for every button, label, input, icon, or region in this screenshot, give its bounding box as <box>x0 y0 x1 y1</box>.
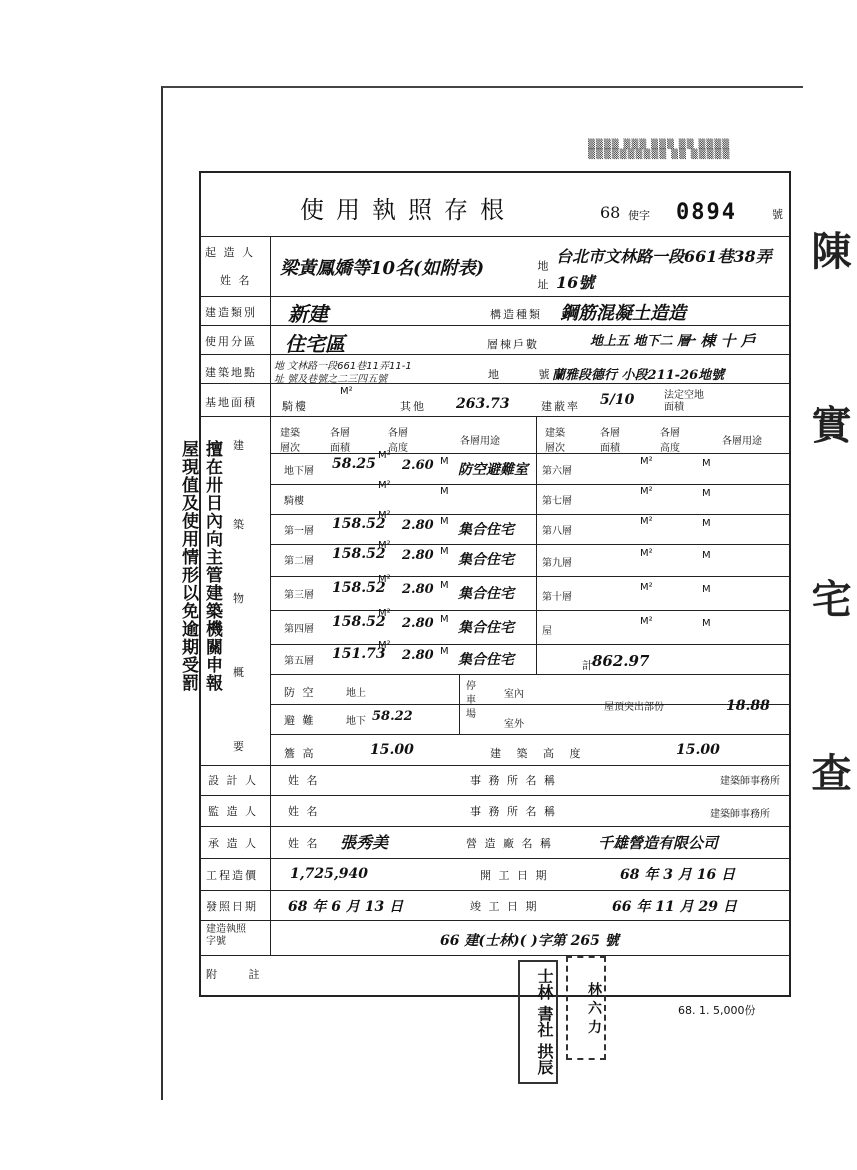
floor-name-right: 第十層 <box>542 592 572 603</box>
unit-m: M <box>440 516 449 527</box>
side-char-4: 概 <box>233 666 246 679</box>
unit-m2: M² <box>340 386 353 397</box>
unit-m: M <box>702 518 711 529</box>
floor-use: 集合住宅 <box>458 652 514 668</box>
other-area-value: 263.73 <box>456 396 510 412</box>
floor-name: 地下層 <box>284 466 314 477</box>
col-height-header: 各層高度 <box>388 428 408 454</box>
floor-height: 2.80 <box>402 548 434 563</box>
site-area-label: 基地面積 <box>205 396 257 409</box>
floor-name-right: 第九層 <box>542 558 572 569</box>
col-height-header-2: 各層高度 <box>660 428 680 454</box>
floor-name: 第四層 <box>284 624 314 635</box>
site-value: 地 文林路一段661巷11弄11-1 <box>274 361 412 372</box>
supervisor-label: 監 造 人 <box>208 805 258 818</box>
unit-m2: M² <box>640 486 653 497</box>
company-label: 營 造 廠 名 稱 <box>466 837 553 850</box>
unit-m: M <box>702 488 711 499</box>
start-value: 68 年 3 月 16 日 <box>620 867 736 883</box>
floor-name-right: 第六層 <box>542 466 572 477</box>
unit-m: M <box>440 456 449 467</box>
unit-m2: M² <box>378 480 391 491</box>
permit-suffix: 號 <box>772 208 783 221</box>
top-stamp: ▒▒▒▒ ▒▒▒ ▒▒▒ ▒▒ ▒▒▒▒ ▒▒▒▒▒▒▒▒▒▒ ▒▒ ▒▒▒▒▒ <box>588 140 731 160</box>
supervisor-office-value: 建築師事務所 <box>710 809 770 820</box>
build-type-value: 新建 <box>288 302 328 326</box>
cost-value: 1,725,940 <box>290 866 368 882</box>
eaves-label: 簷 高 <box>284 747 316 760</box>
floor-area: 151.73 <box>332 646 386 662</box>
side-char-3: 物 <box>233 592 246 605</box>
zoning-value: 住宅區 <box>285 332 345 356</box>
floor-height: 2.60 <box>402 458 434 473</box>
unit-m2: M² <box>640 516 653 527</box>
unit-m2: M² <box>378 640 391 651</box>
floor-area: 158.52 <box>332 516 386 532</box>
supervisor-office-label: 事 務 所 名 稱 <box>470 805 557 818</box>
seal-stamp-a: 士林 書社 拱辰 <box>518 960 558 1084</box>
unit-m: M <box>702 550 711 561</box>
unit-m: M <box>440 546 449 557</box>
address-value: 台北市文林路一段661巷38弄16號 <box>556 247 772 292</box>
permit-year: 68 <box>600 203 621 222</box>
floor-name-right: 第八層 <box>542 526 572 537</box>
done-label: 竣 工 日 期 <box>470 900 539 913</box>
cost-label: 工程造價 <box>206 869 258 882</box>
structure-label: 構造種類 <box>490 308 542 321</box>
col-use-header-2: 各層用途 <box>722 436 762 447</box>
seal-stamp-b: 林 六 力 <box>566 956 606 1060</box>
unit-m: M <box>702 584 711 595</box>
contractor-label: 承 造 人 <box>208 837 258 850</box>
col-use-header: 各層用途 <box>460 436 500 447</box>
lot-label: 地 號 <box>488 368 568 381</box>
lot-value: 蘭雅段德行 小段211-26地號 <box>552 368 725 383</box>
unit-m2: M² <box>378 510 391 521</box>
col-floor-header-2: 建築層次 <box>545 428 565 454</box>
total-height-label: 建 築 高 度 <box>490 747 587 760</box>
floor-area: 58.25 <box>332 456 376 472</box>
floor-use: 集合住宅 <box>458 552 514 568</box>
outdoor-label: 室外 <box>504 719 524 730</box>
unit-m2: M² <box>378 450 391 461</box>
legal-open-label: 法定空地面積 <box>664 390 704 413</box>
floor-name: 第一層 <box>284 526 314 537</box>
floors-value: 地上五 地下二 層 <box>590 334 691 349</box>
designer-label: 設 計 人 <box>208 774 258 787</box>
floor-name-right: 第七層 <box>542 496 572 507</box>
floor-use: 集合住宅 <box>458 522 514 538</box>
unit-m2: M² <box>640 456 653 467</box>
side-note-2: 屋現值及使用情形以免逾期受罰 <box>178 440 198 692</box>
builder-value: 梁黃鳳嬌等10名(如附表) <box>280 258 485 279</box>
evac-label: 避 難 <box>284 714 316 727</box>
unit-m2: M² <box>378 540 391 551</box>
col-area-header-2: 各層面積 <box>600 428 620 454</box>
floor-use: 防空避難室 <box>458 462 528 478</box>
build-type-label: 建造類別 <box>205 306 257 319</box>
permit-type: 使字 <box>628 209 650 222</box>
floor-height: 2.80 <box>402 616 434 631</box>
contractor-name-value: 張秀美 <box>340 833 389 852</box>
unit-m2: M² <box>378 608 391 619</box>
unit-m: M <box>440 646 449 657</box>
setback-label: 騎樓 <box>282 400 308 413</box>
permit-label: 建造執照字號 <box>206 924 246 947</box>
floor-area: 158.52 <box>332 546 386 562</box>
floor-use: 集合住宅 <box>458 586 514 602</box>
floor-name: 第三層 <box>284 590 314 601</box>
site-label: 建築地點 <box>205 366 257 379</box>
issue-label: 發照日期 <box>206 900 258 913</box>
rooftop-label: 屋頂突出部份 <box>604 702 664 713</box>
floor-height: 2.80 <box>402 518 434 533</box>
floor-name-right: 屋 <box>542 626 552 637</box>
floor-name: 第二層 <box>284 556 314 567</box>
done-value: 66 年 11 月 29 日 <box>612 899 737 915</box>
unit-m: M <box>702 458 711 469</box>
unit-m: M <box>440 486 449 497</box>
builder-label: 起 造 人 <box>205 246 255 259</box>
zoning-label: 使用分區 <box>205 335 257 348</box>
unit-m2: M² <box>378 574 391 585</box>
company-value: 千雄營造有限公司 <box>598 834 719 852</box>
unit-m2: M² <box>640 616 653 627</box>
structure-value: 鋼筋混凝土造造 <box>560 303 686 324</box>
floors-label: 層棟戶數 <box>487 338 539 351</box>
unit-m: M <box>440 580 449 591</box>
floor-name: 第五層 <box>284 656 314 667</box>
other-label: 其他 <box>400 400 426 413</box>
ratio-label: 建蔽率 <box>541 400 580 413</box>
basement-area-value: 58.22 <box>372 709 413 724</box>
side-note-1: 擅在卅日內向主管建築機關申報 <box>202 440 222 692</box>
unit-m2: M² <box>640 582 653 593</box>
notes-label: 附 註 <box>206 968 274 981</box>
floor-area: 158.52 <box>332 580 386 596</box>
floor-height: 2.80 <box>402 582 434 597</box>
unit-m: M <box>440 614 449 625</box>
side-char-5: 要 <box>233 740 246 753</box>
col-floor-header: 建築層次 <box>280 428 300 454</box>
floor-name: 騎樓 <box>284 496 304 507</box>
floor-area: 158.52 <box>332 614 386 630</box>
permit-number: 0894 <box>676 200 737 225</box>
floor-height: 2.80 <box>402 648 434 663</box>
address-label: 地 址 <box>536 260 549 292</box>
col-area-header: 各層面積 <box>330 428 350 454</box>
ratio-value: 5/10 <box>600 392 635 408</box>
total-label: 計 <box>582 659 595 672</box>
total-area-value: 862.97 <box>592 652 650 670</box>
rooftop-value: 18.88 <box>726 698 770 714</box>
builder-name-label: 姓 名 <box>220 274 252 287</box>
form-title: 使用執照存根 <box>300 196 516 224</box>
site-value-2: 址 號及巷號之二三四五號 <box>274 374 388 385</box>
parking-label: 停車場 <box>466 681 476 720</box>
side-char-1: 建 <box>233 439 246 452</box>
designer-office-value: 建築師事務所 <box>720 776 780 787</box>
side-char-2: 築 <box>233 518 246 531</box>
eaves-value: 15.00 <box>370 742 414 758</box>
indoor-label: 室內 <box>504 689 524 700</box>
issue-value: 68 年 6 月 13 日 <box>288 899 404 915</box>
designer-office-label: 事 務 所 名 稱 <box>470 774 557 787</box>
unit-m2: M² <box>640 548 653 559</box>
right-edge-text: 陳 實 宅 查 <box>805 230 852 852</box>
permit-value: 66 建(士林)( )字第 265 號 <box>440 933 619 949</box>
unit-m: M <box>702 618 711 629</box>
floor-use: 集合住宅 <box>458 620 514 636</box>
buildings-value: 一 棟 十 戶 <box>680 332 756 350</box>
civil-defense-label: 防 空 <box>284 686 316 699</box>
total-height-value: 15.00 <box>676 742 720 758</box>
start-label: 開 工 日 期 <box>480 869 549 882</box>
print-note: 68. 1. 5,000份 <box>678 1004 756 1017</box>
